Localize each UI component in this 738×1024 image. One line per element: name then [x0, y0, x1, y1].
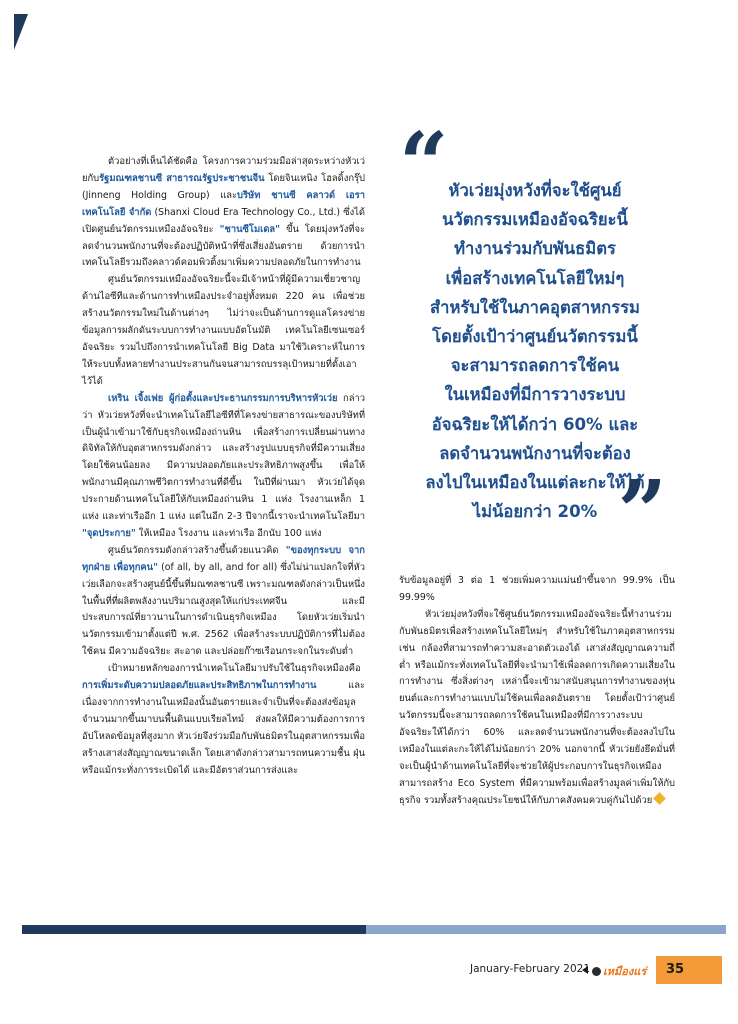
end-mark-icon: [653, 792, 666, 805]
quote-line: จะสามารถลดการใช้คน: [450, 356, 620, 376]
quote-line: เพื่อสร้างเทคโนโลยีใหม่ๆ: [445, 268, 625, 288]
quote-line: อัจฉริยะให้ได้กว่า 60% และ: [431, 414, 639, 434]
open-quote-icon: “: [399, 114, 449, 215]
quote-line: โดยตั้งเป้าว่าศูนย์นวัตกรรมนี้: [432, 327, 638, 347]
page-footer: [470, 960, 726, 982]
issue-date: January-February 2021: [470, 963, 590, 975]
page-number: 35: [656, 956, 722, 984]
paragraph: เป้าหมายหลักของการนำเทคโนโลยีมาปรับใช้ในธุรกิจเหมืองคือ การเพิ่มระดับความปลอดภัยและประสิทธิภาพในการทำงาน และเนื่องจากการทำงานในเหมืองนั้นอันตรายและจำเป็นที่จะต้องส่งข้อมูลจำนวนมากขึ้นมาบนพื้นดินแบบเรียลไทม์ ส่งผลให้มีความต้องการการอัปโหลดข้อมูลที่สูงมาก หัวเว่ยจึงร่วมมือกับพันธมิตรในอุตสาหกรรมเพื่อสร้างเสาส่งสัญญาณขนาดเล็ก โดยเสาดังกล่าวสามารถทนความชื้น ฝุ่น หรือแม้กระทั่งการระเบิดได้ และมีอัตราส่วนการส่งและ: [82, 663, 365, 776]
highlight-text: "ของทุกระบบ จากทุกฝ่าย เพื่อทุกคน": [82, 544, 365, 573]
highlight-text: เหริน เจิ้งเฟย ผู้ก่อตั้งและประธานกรรมการบริหารหัวเว่ย: [108, 392, 338, 404]
quote-line: นวัตกรรมเหมืองอัจฉริยะนี้: [442, 210, 628, 230]
close-quote-icon: ”: [617, 462, 667, 563]
paragraph: ศูนย์นวัตกรรมดังกล่าวสร้างขึ้นด้วยแนวคิด "ของทุกระบบ จากทุกฝ่าย เพื่อทุกคน" (of all, by all, and for all) ซึ่งไม่น่าแปลกใจที่หัวเว่ยเลือกจะสร้างศูนย์นี้ขึ้นที่มณฑลชานซี เพราะมณฑลดังกล่าวเป็นหนึ่งในพื้นที่ที่ผลิตพลังงานปริมาณสูงสุดให้แก่ประเทศจีน และมีประสบการณ์ที่ยาวนานในการดำเนินธุรกิจเหมือง โดยหัวเว่ยเริ่มนำนวัตกรรมเข้ามาตั้งแต่ปี พ.ศ. 2562 เพื่อสร้างระบบปฏิบัติการที่ไม่ต้องใช้คน มีความอัจฉริยะ สะอาด และปล่อยก๊าซเรือนกระจกในระดับต่ำ: [82, 544, 365, 658]
quote-line: ทำงานร่วมกับพันธมิตร: [454, 239, 616, 259]
arrow-left-icon: [582, 966, 588, 974]
highlight-text: บริษัท ชานซี คลาวด์ เอรา เทคโนโลยี จำกัด: [82, 189, 365, 218]
left-text-column: [82, 154, 365, 780]
quote-line: ลงไปในเหมืองในแต่ละกะให้ได้: [425, 473, 645, 493]
paragraph: ศูนย์นวัตกรรมเหมืองอัจฉริยะนี้จะมีเจ้าหน้าที่ผู้มีความเชี่ยวชาญด้านไอซีทีและด้านการทำเหมืองประจำอยู่ทั้งหมด 220 คน เพื่อช่วยสร้างนวัตกรรมใหม่ในด้านต่างๆ ไม่ว่าจะเป็นด้านการดูแลโครงข่ายข้อมูลการผลักดันระบบการทำงานแบบอัตโนมัติ เทคโนโลยีเซนเซอร์อัจฉริยะ รวมไปถึงการนำเทคโนโลยี Big Data มาใช้วิเคราะห์ในการให้ระบบทั้งหลายทำงานประสานกันจนสามารถบรรลุเป้าหมายที่ตั้งเอาไว้ได้: [82, 274, 365, 387]
magazine-logo: เหมืองแร่: [592, 962, 646, 980]
quote-line: ไม่น้อยกว่า 20%: [472, 502, 598, 522]
quote-line: หัวเว่ยมุ่งหวังที่จะใช้ศูนย์: [448, 181, 622, 200]
highlight-text: รัฐมณฑลชานซี สาธารณรัฐประชาชนจีน: [99, 172, 265, 184]
quote-line: สำหรับใช้ในภาคอุตสาหกรรม: [430, 297, 640, 317]
quote-line: ในเหมืองที่มีการวางระบบ: [444, 385, 626, 405]
paragraph: รับข้อมูลอยู่ที่ 3 ต่อ 1 ช่วยเพิ่มความแม่นยำขึ้นจาก 99.9% เป็น 99.99%: [399, 575, 675, 603]
highlight-text: การเพิ่มระดับความปลอดภัยและประสิทธิภาพในการทำงาน: [82, 680, 317, 692]
quote-line: ลดจำนวนพนักงานที่จะต้อง: [439, 443, 631, 463]
paragraph: เหริน เจิ้งเฟย ผู้ก่อตั้งและประธานกรรมการบริหารหัวเว่ย กล่าวว่า หัวเว่ยหวังที่จะนำเทคโนโลยีไอซีทีที่โครงข่ายสาธารณะของบริษัทที่เป็นผู้นำเข้ามาใช้กับธุรกิจเหมืองถ่านหิน เพื่อสร้างการเปลี่ยนผ่านทางดิจิทัลให้กับอุตสาหกรรมดังกล่าว และสร้างรูปแบบธุรกิจที่มีความเสี่ยงโดยใช้คนน้อยลง มีความปลอดภัยและประสิทธิภาพสูงขึ้น เพื่อให้พนักงานมีคุณภาพชีวิตการทำงานที่ดีขึ้น ในปีที่ผ่านมา หัวเว่ยได้จุดประกายด้านเทคโนโลยีให้กับเหมืองถ่านหิน 1 แห่ง โรงงานเหล็ก 1 แห่ง และท่าเรืออีก 1 แห่ง แต่ในอีก 2-3 ปีจากนี้เราจะนำเทคโนโลยีมา "จุดประกาย" ให้เหมือง โรงงาน และท่าเรือ อีกนับ 100 แห่ง: [82, 392, 365, 539]
corner-decoration: [14, 14, 28, 50]
paragraph: หัวเว่ยมุ่งหวังที่จะใช้ศูนย์นวัตกรรมเหมืองอัจฉริยะนี้ทำงานร่วมกับพันธมิตรเพื่อสร้างเทคโนโลยีใหม่ๆ สำหรับใช้ในภาคอุตสาหกรรม เช่น กล้องที่สามารถทำความสะอาดตัวเองได้ เสาส่งสัญญาณความถี่ต่ำ หรือแม้กระทั่งเทคโนโลยีที่จะนำมาใช้เพื่อลดการเกิดความเสี่ยงในการทำงาน ซึ่งสิ่งต่างๆ เหล่านี้จะเข้ามาสนับสนุนการทำงานของหุ่นยนต์และการทำงานแบบไม่ใช้คนเพื่อลดอันตราย โดยตั้งเป้าว่าศูนย์นวัตกรรมนี้จะสามารถลดการใช้คนในเหมืองที่มีการวางระบบอัจฉริยะให้ได้กว่า 60% และลดจำนวนพนักงานที่จะต้องลงไปในเหมืองในแต่ละกะให้ได้ไม่น้อยกว่า 20% นอกจากนี้ หัวเว่ยยังยึดมั่นที่จะเป็นผู้นำด้านเทคโนโลยีที่จะช่วยให้ผู้ประกอบการในธุรกิจเหมืองสามารถสร้าง Eco System ที่มีความพร้อมเพื่อสร้างมูลค่าเพิ่มให้กับธุรกิจ รวมทั้งสร้างคุณประโยชน์ให้กับภาคสังคมควบคู่กันไปด้วย: [399, 608, 675, 806]
paragraph: ตัวอย่างที่เห็นได้ชัดคือ โครงการความร่วมมือล่าสุดระหว่างหัวเว่ยกับรัฐมณฑลชานซี สาธารณรัฐประชาชนจีน โดยจินเหนิง โฮลดิ้งกรุ๊ป (Jinneng Holding Group) และบริษัท ชานซี คลาวด์ เอรา เทคโนโลยี จำกัด (Shanxi Cloud Era Technology Co., Ltd.) ซึ่งได้เปิดศูนย์นวัตกรรมเหมืองอัจฉริยะ "ชานซีโมเดล" ขึ้น โดยมุ่งหวังที่จะลดจำนวนพนักงานที่จะต้องปฏิบัติหน้าที่ซึ่งเสี่ยงอันตราย ด้วยการนำเทคโนโลยีรวมถึงคลาวด์คอมพิวติ้งมาเพิ่มความปลอดภัยในการทำงาน: [82, 156, 365, 269]
footer-bar-accent: [366, 925, 726, 934]
highlight-text: "จุดประกาย": [82, 527, 136, 539]
highlight-text: "ชานซีโมเดล": [219, 223, 281, 235]
logo-icon: [592, 967, 601, 976]
pull-quote: [399, 114, 671, 563]
right-text-column: [399, 573, 675, 810]
